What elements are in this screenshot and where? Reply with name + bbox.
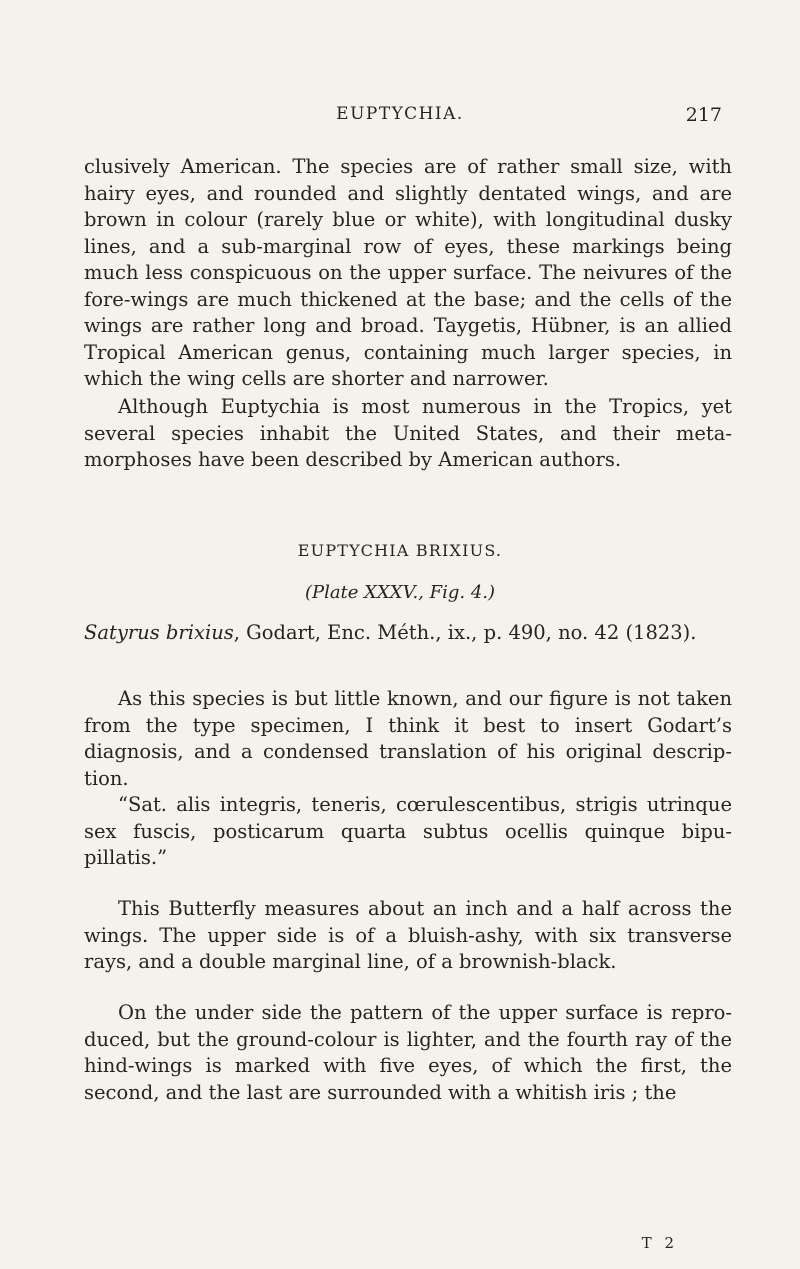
- paragraph-under-side: On the under side the pattern of the upper surface is repro-duced, but the ground-colour is lighter, and the fourth ray of the hind-wings is marked with five eyes, of which the first, the second, and the last are surrounded with a whitish iris ; the: [84, 1001, 732, 1104]
- paragraph-distribution: Although Euptychia is most numerous in the Tropics, yet several species inhabit the United States, and their meta-morphoses have been described by American authors.: [84, 395, 732, 471]
- paragraph-intro: clusively American. The species are of rather small size, with hairy eyes, and rounded and slightly dentated wings, and are brown in colour (rarely blue or white), with longitudinal dusky lines, and a sub-marginal row of eyes, these markings being much less conspicuous on the upper surface. The neivures of the fore-wings are much thickened at the base; and the cells of the wings are rather long and broad. Taygetis, Hübner, is an allied Tropical American genus, containing much larger species, in which the wing cells are shorter and narrower.: [84, 155, 732, 390]
- paragraph-upper-side: This Butterfly measures about an inch and a half across the wings. The upper side is of a bluish-ashy, with six transverse rays, and a double marginal line, of a brownish-black.: [84, 897, 732, 973]
- citation-species-name: Satyrus brixius: [84, 621, 234, 644]
- species-heading: EUPTYCHIA BRIXIUS.: [297, 541, 503, 560]
- plate-reference: (Plate XXXV., Fig. 4.): [304, 582, 496, 603]
- citation-source: , Godart, Enc. Méth., ix., p. 490, no. 42 (1823).: [233, 621, 697, 644]
- signature-mark: T 2: [641, 1234, 678, 1252]
- paragraph-latin-diagnosis: “Sat. alis integris, teneris, cœrulescentibus, strigis utrinque sex fuscis, posticarum quarta subtus ocellis quinque bipu-pillatis.”: [84, 793, 732, 869]
- species-citation: [84, 620, 732, 646]
- running-title: EUPTYCHIA.: [336, 104, 464, 124]
- page-number: 217: [685, 104, 722, 126]
- paragraph-note: As this species is but little known, and our figure is not taken from the type specimen, I think it best to insert Godart’s diagnosis, and a condensed translation of his original descrip-tion.: [84, 687, 732, 790]
